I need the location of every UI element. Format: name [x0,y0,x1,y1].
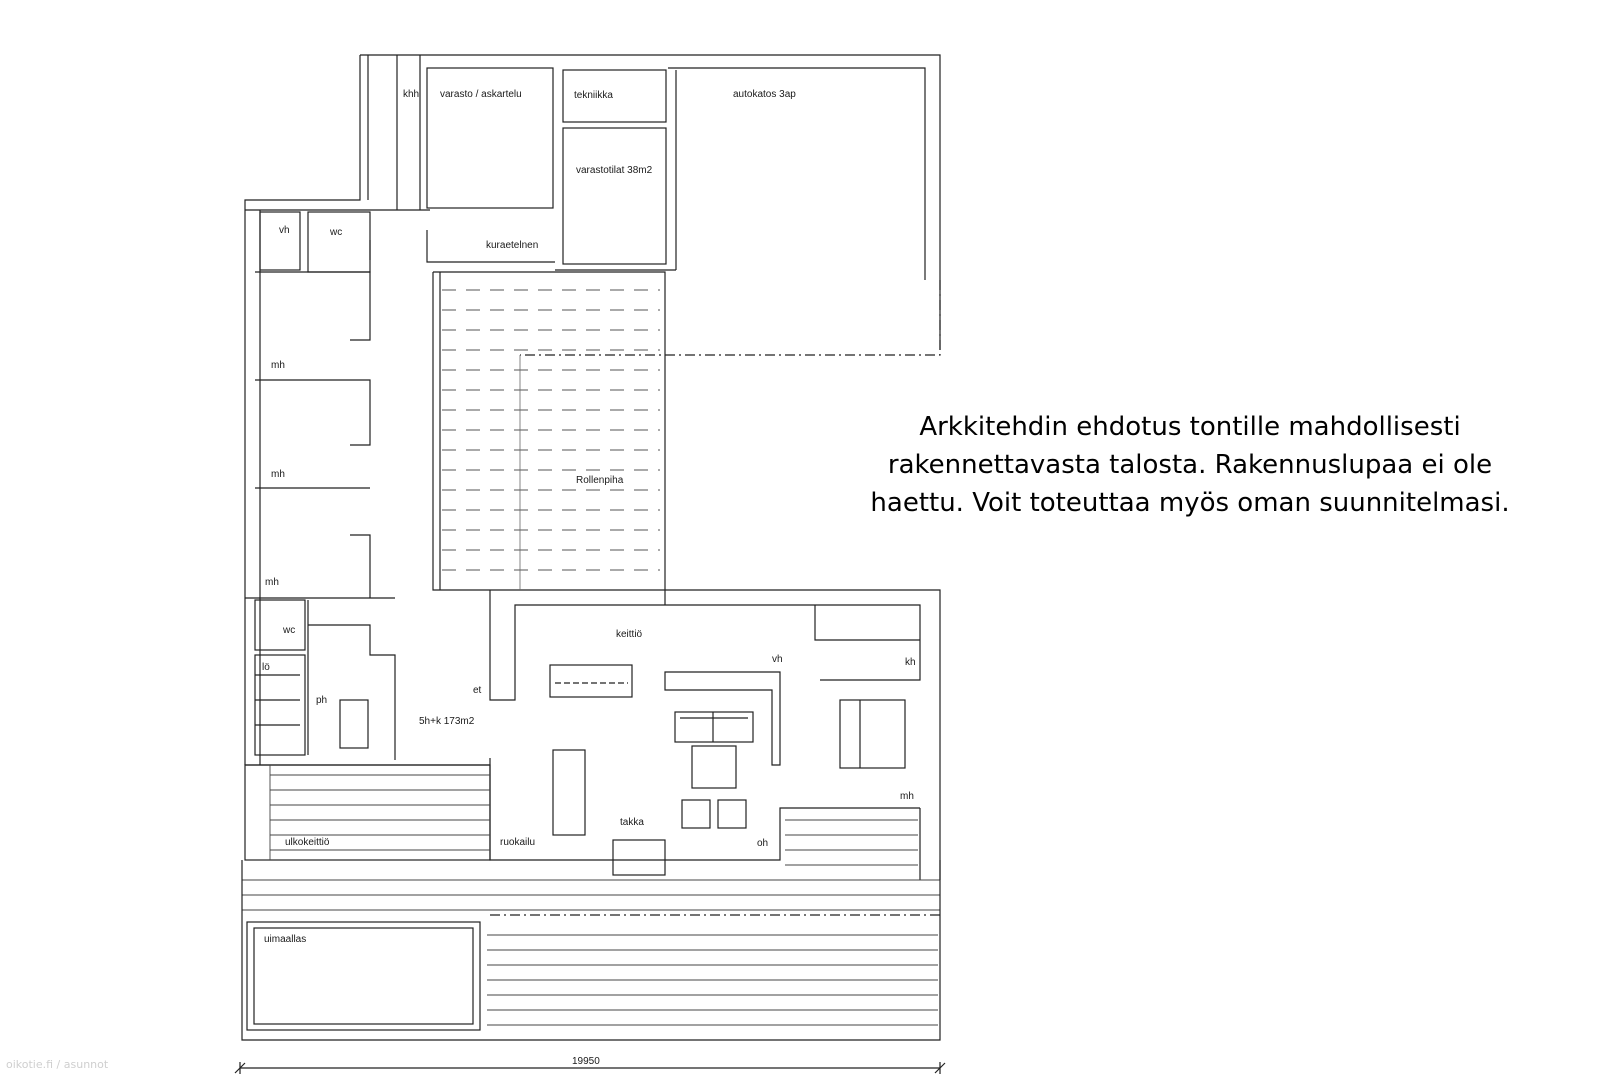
shower [340,700,368,748]
label-wc: wc [330,227,343,238]
note-line-3: haettu. Voit toteuttaa myös oman suunnitelmasi. [870,488,1510,518]
label-mh-4: mh [900,791,914,802]
room-labels [262,89,916,1067]
label-kuraeteinen: kuraetelnen [486,240,539,251]
terrace [245,765,490,860]
chair-left [682,800,710,828]
label-autokatos: autokatos 3ap [733,89,796,100]
dimension-label: 19950 [572,1056,600,1067]
label-tekniikka: tekniikka [574,90,613,101]
label-mh-3: mh [265,577,279,588]
bath-fixture [840,700,905,768]
note-line-1: Arkkitehdin ehdotus tontille mahdollisesti [919,412,1461,442]
carport-boundary [520,280,940,355]
coffee-table [692,746,736,788]
label-wc-2: wc [283,625,296,636]
label-takka: takka [620,817,644,828]
dining-table [553,750,585,835]
label-varastotilat: varastotilat 38m2 [576,165,653,176]
label-kh: kh [905,657,916,668]
label-varasto: varasto / askartelu [440,89,522,100]
fireplace [613,840,665,875]
label-vh: vh [279,225,290,236]
room-wc-2 [255,600,305,650]
label-lo: lö [262,662,270,673]
label-vh-2: vh [772,654,783,665]
label-uimaallas: uimaallas [264,934,307,945]
watermark: oikotie.fi / asunnot [6,1058,109,1071]
label-oh: oh [757,838,769,849]
label-keittio: keittiö [616,629,643,640]
label-ulkokeittio: ulkokeittiö [285,837,330,848]
label-rollenpiha: Rollenpiha [576,475,624,486]
label-khh: khh [403,89,420,100]
room-vh [260,212,300,270]
courtyard-pattern [442,290,660,570]
chair-right [718,800,746,828]
label-et: et [473,685,482,696]
label-ph: ph [316,695,328,706]
kitchen-island [550,665,632,697]
room-varastotilat [563,128,666,264]
room-wc [308,212,370,272]
label-area: 5h+k 173m2 [419,716,475,727]
outer-wall [245,55,360,765]
label-mh-2: mh [271,469,285,480]
sofa [675,712,753,742]
note-line-2: rakennettavasta talosta. Rakennuslupaa ei ole [887,450,1493,480]
architect-note [800,408,1580,522]
label-ruokailu: ruokailu [500,837,536,848]
label-mh-1: mh [271,360,285,371]
